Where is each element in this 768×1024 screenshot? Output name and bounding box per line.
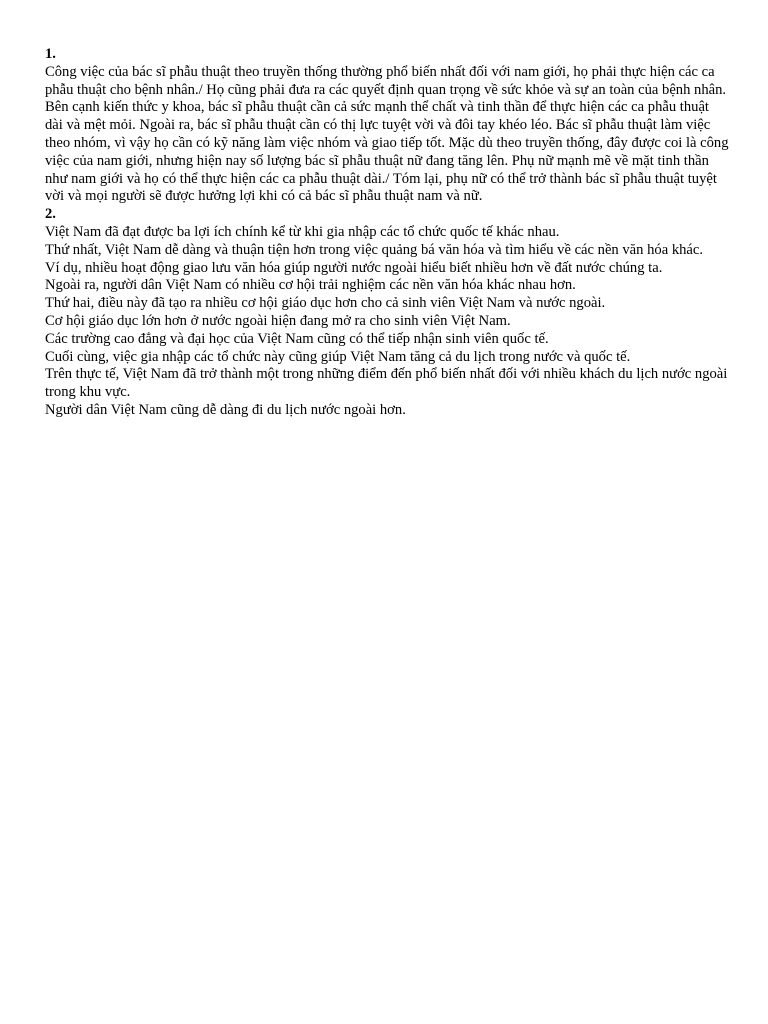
- section-2-line: Cơ hội giáo dục lớn hơn ở nước ngoài hiện đang mở ra cho sinh viên Việt Nam.: [45, 312, 511, 329]
- section-2-line: Trên thực tế, Việt Nam đã trở thành một trong những điểm đến phổ biến nhất đối với nhiều khách du lịch nước ngoài trong khu vực.: [45, 366, 728, 401]
- section-2-line: Ví dụ, nhiều hoạt động giao lưu văn hóa giúp người nước ngoài hiểu biết nhiều hơn về đất nước chúng ta.: [45, 259, 663, 276]
- section-2-line: Cuối cùng, việc gia nhập các tổ chức này cũng giúp Việt Nam tăng cả du lịch trong nước và quốc tế.: [45, 348, 631, 365]
- section-2-line: Thứ nhất, Việt Nam dễ dàng và thuận tiện hơn trong việc quảng bá văn hóa và tìm hiểu về các nền văn hóa khác.: [45, 241, 704, 258]
- section-1-number: 1.: [45, 46, 56, 62]
- section-2-line: Người dân Việt Nam cũng dễ dàng đi du lịch nước ngoài hơn.: [45, 401, 406, 418]
- section-2-number: 2.: [45, 206, 56, 223]
- section-2-line: Việt Nam đã đạt được ba lợi ích chính kể từ khi gia nhập các tổ chức quốc tế khác nhau.: [45, 223, 560, 240]
- document-page: [45, 46, 729, 420]
- section-2-line: Ngoài ra, người dân Việt Nam có nhiều cơ hội trải nghiệm các nền văn hóa khác nhau hơn.: [45, 277, 576, 294]
- section-1-paragraph: Công việc của bác sĩ phẫu thuật theo truyền thống thường phổ biến nhất đối với nam giới, họ phải thực hiện các ca phẫu thuật cho bệnh nhân./ Họ cũng phải đưa ra các quyết định quan trọng về sức khỏe và sự an toàn của bệnh nhân. Bên cạnh kiến thức y khoa, bác sĩ phẫu thuật cần cả sức mạnh thể chất và tinh thần để thực hiện các ca phẫu thuật dài và mệt mỏi. Ngoài ra, bác sĩ phẫu thuật cần có thị lực tuyệt vời và đôi tay khéo léo. Bác sĩ phẫu thuật làm việc theo nhóm, vì vậy họ cần có kỹ năng làm việc nhóm và giao tiếp tốt. Mặc dù theo truyền thống, đây được coi là công việc của nam giới, nhưng hiện nay số lượng bác sĩ phẫu thuật nữ đang tăng lên. Phụ nữ mạnh mẽ về mặt tinh thần như nam giới và họ có thể thực hiện các ca phẫu thuật dài./ Tóm lại, phụ nữ có thể trở thành bác sĩ phẫu thuật tuyệt vời và mọi người sẽ được hưởng lợi khi có cả bác sĩ phẫu thuật nam và nữ.: [45, 63, 729, 205]
- section-2-line: Các trường cao đẳng và đại học của Việt Nam cũng có thể tiếp nhận sinh viên quốc tế.: [45, 330, 549, 347]
- section-2-line: Thứ hai, điều này đã tạo ra nhiều cơ hội giáo dục hơn cho cả sinh viên Việt Nam và nước ngoài.: [45, 295, 606, 312]
